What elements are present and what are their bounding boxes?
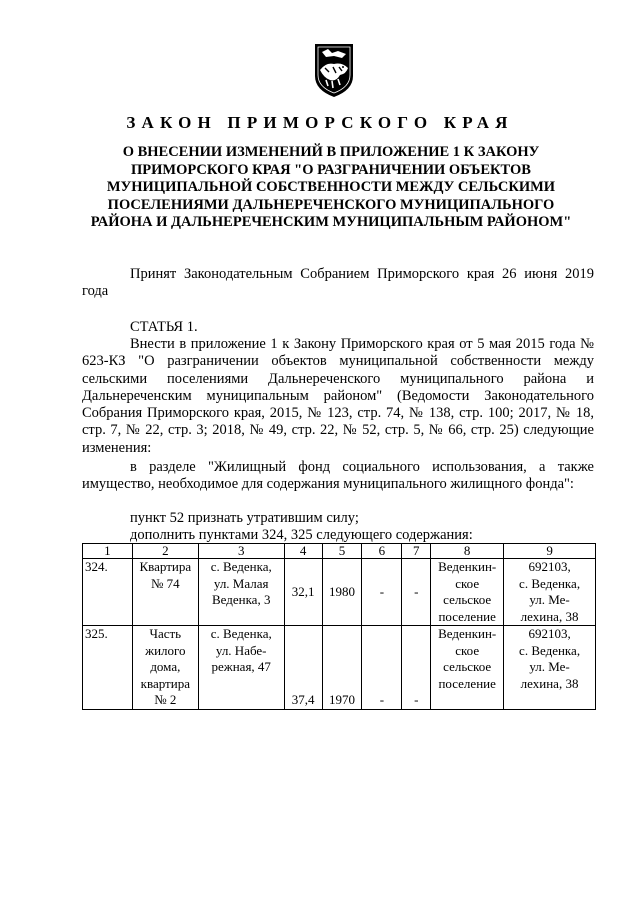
article-intro: Внести в приложение 1 к Закону Приморского края от 5 мая 2015 года № 623-КЗ "О разграничении объектов муниципальной собственности между сельскими поселениями Дальнереченского муниципального района и Дальнереченским муниципальным районом" (Ведомости Законодательного Собрания Приморского края, 2015, № 123, стр. 74, № 138, стр. 100; 2017, № 18, стр. 7, № 22, стр. 3; 2018, № 49, стр. 22, № 52, стр. 5, № 66, стр. 25) следующие изменения: (82, 336, 594, 456)
cell-line: с. Веденка, (519, 642, 581, 658)
cell-col7: - (402, 626, 431, 710)
cell-line: ское (455, 642, 480, 658)
cell-line: ское (455, 575, 480, 591)
cell-col7: - (402, 559, 431, 626)
cell-line: лехина, 38 (520, 608, 579, 624)
cell-line: поселение (438, 675, 496, 691)
cell-line: с. Веденка, (210, 559, 272, 574)
cell-line: ул. Ме- (529, 659, 570, 674)
column-header: 2 (132, 544, 198, 559)
amendments-table (82, 543, 596, 710)
cell-line: Веденкин- (438, 559, 497, 574)
column-header: 7 (402, 544, 431, 559)
cell-col6: - (362, 626, 402, 710)
column-header: 5 (322, 544, 362, 559)
cell-area: 32,1 (284, 559, 322, 626)
section-reference: в разделе "Жилищный фонд социального использования, а также имущество, необходимое для содержания муниципального жилищного фонда": (82, 459, 594, 493)
coat-of-arms-emblem (312, 42, 356, 98)
law-subtitle: О ВНЕСЕНИИ ИЗМЕНЕНИЙ В ПРИЛОЖЕНИЕ 1 К ЗАКОНУ ПРИМОРСКОГО КРАЯ "О РАЗГРАНИЧЕНИИ ОБЪЕКТОВ МУНИЦИПАЛЬНОЙ СОБСТВЕННОСТИ МЕЖДУ СЕЛЬСКИМИ ПОСЕЛЕНИЯМИ ДАЛЬНЕРЕЧЕНСКОГО МУНИЦИПАЛЬНОГО РАЙОНА И ДАЛЬНЕРЕЧЕНСКИМ МУНИЦИПАЛЬНЫМ РАЙОНОМ" (90, 144, 572, 230)
column-header: 8 (431, 544, 504, 559)
cell-line: Часть (149, 626, 182, 641)
cell-line: 692103, (528, 626, 571, 641)
cell-line: Квартира (139, 559, 192, 574)
cell-line: режная, 47 (211, 659, 271, 674)
cell-line: с. Веденка, (210, 626, 272, 641)
cell-year: 1970 (322, 626, 362, 710)
column-header: 9 (504, 544, 596, 559)
adoption-statement: Принят Законодательным Собранием Приморского края 26 июня 2019 года (82, 266, 594, 300)
cell-postal-address (504, 626, 596, 710)
cell-owner (431, 626, 504, 710)
cell-line: Веденка, 3 (211, 592, 271, 607)
cell-year: 1980 (322, 559, 362, 626)
item-add-line: дополнить пунктами 324, 325 следующего содержания: (130, 527, 473, 543)
column-header: 6 (362, 544, 402, 559)
cell-number: 325. (83, 626, 133, 710)
article-heading: СТАТЬЯ 1. (130, 319, 198, 335)
column-header: 3 (198, 544, 284, 559)
column-header: 4 (284, 544, 322, 559)
table-row (83, 626, 596, 710)
cell-line: ул. Набе- (215, 642, 267, 658)
law-title: ЗАКОН ПРИМОРСКОГО КРАЯ (126, 113, 514, 132)
table-row (83, 559, 596, 626)
cell-line: дома, (150, 659, 181, 674)
cell-line: с. Веденка, (519, 575, 581, 591)
cell-line: сельское (443, 659, 492, 674)
cell-owner (431, 559, 504, 626)
cell-line: № 2 (154, 692, 177, 707)
cell-line: 692103, (528, 559, 571, 574)
cell-line: жилого (145, 642, 186, 658)
cell-line: сельское (443, 592, 492, 607)
cell-postal-address (504, 559, 596, 626)
cell-line: лехина, 38 (520, 675, 579, 691)
cell-line: № 74 (151, 575, 180, 591)
cell-address (198, 559, 284, 626)
cell-area: 37,4 (284, 626, 322, 710)
cell-number: 324. (83, 559, 133, 626)
table-header-row (83, 544, 596, 559)
cell-line: ул. Малая (213, 575, 269, 591)
cell-line: Веденкин- (438, 626, 497, 641)
cell-line: поселение (438, 608, 496, 624)
cell-line: квартира (140, 675, 190, 691)
cell-object (132, 559, 198, 626)
item-repeal-line: пункт 52 признать утратившим силу; (130, 510, 359, 526)
cell-line: ул. Ме- (529, 592, 570, 607)
cell-address (198, 626, 284, 710)
column-header: 1 (83, 544, 133, 559)
cell-object (132, 626, 198, 710)
cell-col6: - (362, 559, 402, 626)
